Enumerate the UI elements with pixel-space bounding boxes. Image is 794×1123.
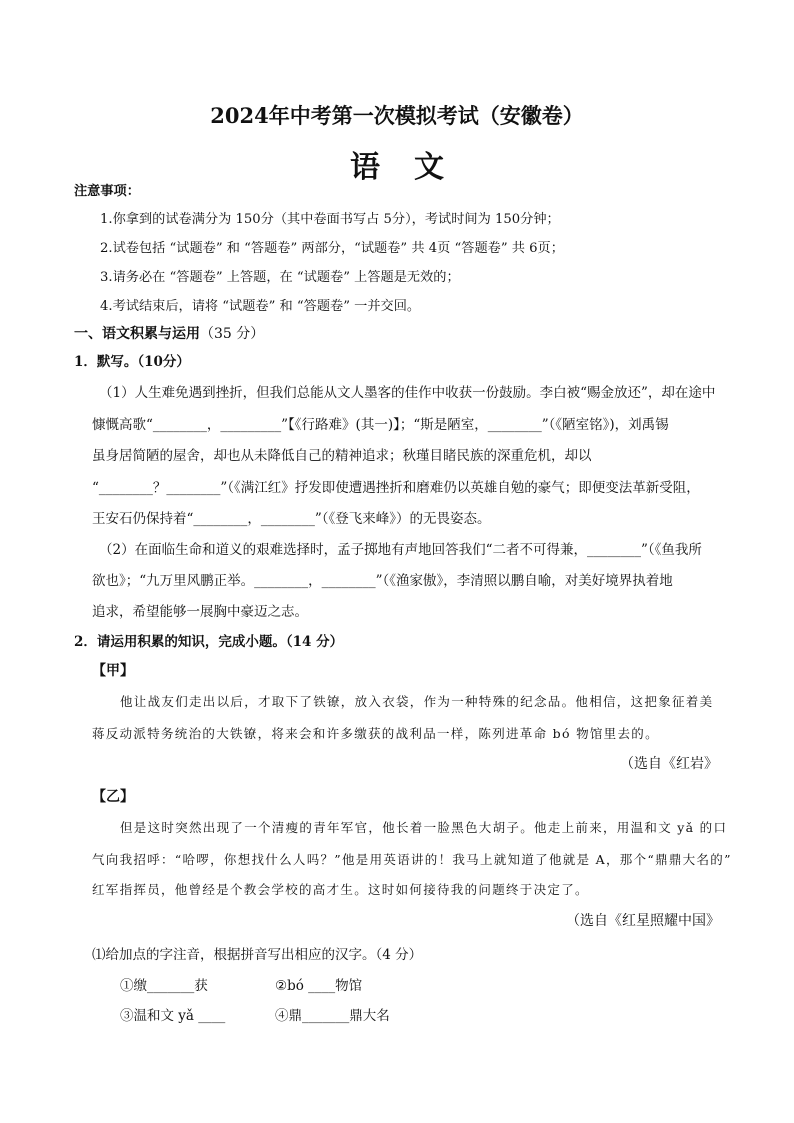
notice-item: 3.请务必在 “答题卷” 上答题，在 “试题卷” 上答题是无效的； [100,270,460,285]
jia-line: 他让战友们走出以后，才取下了铁镣，放入衣袋，作为一种特殊的纪念品。他相信，这把象征着美 [120,694,714,709]
q1-line: 虽身居简陋的屋舍，却也从未降低自己的精神追求；秋瑾目睹民族的深重危机，却以 [92,448,592,464]
jia-line: 蒋反动派特务统治的大铁镣，将来会和许多缴获的战利品一样，陈列进革命 bó 物馆里去的。 [92,726,659,741]
notice-item: 2.试卷包括 “试题卷” 和 “答题卷” 两部分，“试题卷” 共 4页 “答题卷” 共 6页； [100,241,564,256]
q1-line: （1）人生难免遇到挫折，但我们总能从文人墨客的佳作中收获一份鼓励。李白被“赐金放还”，却在途中 [99,385,716,401]
yi-line: 气向我招呼：“哈啰，你想找什么人吗？”他是用英语讲的！我马上就知道了他就是 A，那个“鼎鼎大名的” [92,852,732,867]
jia-label: 【甲】 [92,663,134,679]
jia-source: （选自《红岩》 [620,756,718,772]
yi-line: 红军指挥员，他曾经是个教会学校的高才生。这时如何接待我的问题终于决定了。 [92,882,589,897]
q2-option: ③温和文 yǎ ____ [120,1008,226,1024]
q1-line: 欲也》；“九万里风鹏正举。________，________”（《渔家傲》，李清照以鹏自喻，对美好境界执着地 [92,573,673,589]
section1-heading [74,323,264,343]
q1-line: “________？________”（《满江红》抒发即使遭遇挫折和磨难仍以英雄自勉的豪气；即便变法革新受阻， [92,480,700,496]
yi-source: （选自《红星照耀中国》 [566,913,720,929]
yi-label: 【乙】 [92,789,134,805]
yi-line: 但是这时突然出现了一个清瘦的青年军官，他长着一脸黑色大胡子。他走上前来，用温和文 yǎ 的口 [120,820,728,835]
q2-option: ②bó ____物馆 [275,978,363,994]
q2-sub1: ⑴给加点的字注音，根据拼音写出相应的汉字。（4 分） [92,947,423,963]
q1-line: （2）在面临生命和道义的艰难选择时，孟子掷地有声地回答我们“二者不可得兼，________”（《鱼我所 [99,542,702,558]
notice-item: 4.考试结束后，请将 “试题卷” 和 “答题卷” 一并交回。 [100,299,421,314]
subject-title: 语文 [350,150,478,185]
q1-line: 慷慨高歌“________，_________”【《行路难》(其一)】；“斯是陋室，________”（《陋室铭》)，刘禹锡 [92,417,669,433]
exam-title: 2024年中考第一次模拟考试（安徽卷） [210,103,584,128]
notice-heading: 注意事项： [74,184,140,199]
q2-option: ④鼎_______鼎大名 [275,1008,390,1024]
q1-line: 王安石仍保持着“________，________”（《登飞来峰》）的无畏姿态。 [92,511,491,527]
notice-item: 1.你拿到的试卷满分为 150分（其中卷面书写占 5分），考试时间为 150分钟； [100,212,560,227]
section1-title: 一、语文积累与运用 [74,326,200,342]
q1-line: 追求，希望能够一展胸中豪迈之志。 [92,604,308,620]
q2-option: ①缴_______获 [120,978,208,994]
q2-title: 2．请运用积累的知识，完成小题。（14 分） [74,634,344,650]
q1-title: 1．默写。（10分） [74,354,190,370]
section1-score: （35 分） [200,326,265,342]
